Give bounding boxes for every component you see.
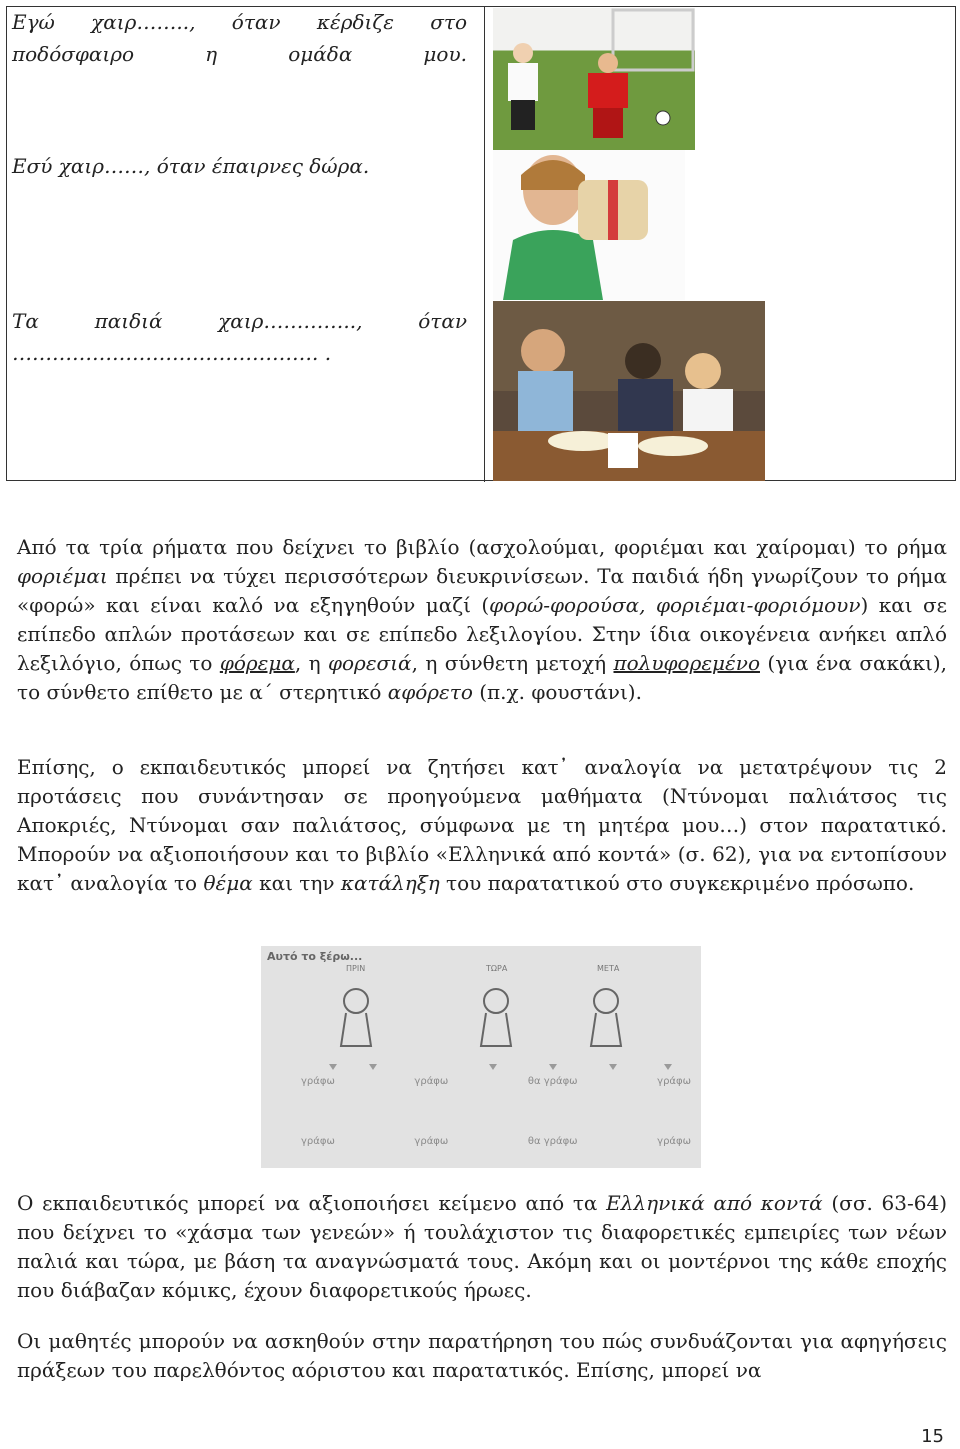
textbook-word: θα γράφω <box>527 1076 578 1087</box>
textbook-row-2 <box>301 1136 691 1147</box>
gift-photo <box>493 150 685 300</box>
table-row-1-text: Εγώ χαιρ…….., όταν κέρδιζε στο ποδόσφαιρο η ομάδα μου. <box>12 10 467 66</box>
paragraph-2 <box>17 753 947 898</box>
textbook-word: γράφω <box>657 1076 691 1087</box>
textbook-row-1 <box>301 1076 691 1087</box>
paragraph-1-italic: φόρεμα <box>219 651 295 675</box>
paragraph-3 <box>17 1189 947 1305</box>
textbook-word: γράφω <box>414 1136 449 1147</box>
paragraph-1-italic: πολυφορεμένο <box>613 651 760 675</box>
paragraph-2-italic: θέμα <box>203 871 253 895</box>
paragraph-4 <box>17 1327 947 1385</box>
textbook-word: γράφω <box>414 1076 449 1087</box>
paragraph-3-italic: Ελληνικά από κοντά <box>606 1191 823 1215</box>
paragraph-1-text: , η σύνθετη μετοχή <box>411 651 614 675</box>
soccer-photo <box>493 8 695 150</box>
paragraph-1-text: ) και σε επίπεδο απλών προτάσεων και σε επίπεδο λεξιλογίου. Στην ίδια οικογένεια ανήκει απλό λεξιλόγιο, όπως το <box>17 593 947 675</box>
table-row-3-text-a: Τα παιδιά χαιρ………….., όταν <box>12 309 467 333</box>
table-row-3-text-b: ………………………………………. . <box>12 341 332 365</box>
paragraph-2-text: Επίσης, ο εκπαιδευτικός μπορεί να ζητήσει κατ᾽ αναλογία να μετατρέψουν τις 2 προτάσεις που συνάντησαν σε προηγούμενα μαθήματα (Ντύνομαι παλιάτσος τις Αποκριές, Ντύνομαι σαν παλιάτσος, σύμφωνα με τη μητέρα μου…) στον παρατατικό. Μπορούν να αξιοποιήσουν και το βιβλίο «Ελληνικά από κοντά» (σ. 62), για να εντοπίσουν κατ᾽ αναλογία το <box>17 755 947 895</box>
paragraph-1 <box>17 533 947 707</box>
textbook-word: γράφω <box>301 1136 335 1147</box>
paragraph-1-text: πρέπει να τύχει περισσότερων διευκρινίσεων. Τα παιδιά ήδη γνωρίζουν το ρήμα «φορώ» και είναι καλό να εξηγηθούν μαζί ( <box>17 564 947 617</box>
paragraph-3-text: (σσ. 63-64) που δείχνει το «χάσμα των γενεών» ή τουλάχιστον τις διαφορετικές εμπειρίες των νέων παλιά και τώρα, με βάση τα αναγνώσματά τους. Ακόμη και οι μοντέρνοι της κάθε εποχής που διάβαζαν κόμικς, έχουν διαφορετικούς ήρωες. <box>17 1191 947 1302</box>
paragraph-1-text: (π.χ. φουστάνι). <box>472 680 642 704</box>
textbook-word: γράφω <box>657 1136 691 1147</box>
paragraph-1-italic: φορεσιά <box>328 651 412 675</box>
paragraph-2-italic: κατάληξη <box>340 871 440 895</box>
paragraph-1-italic: φοριέμαι <box>17 564 108 588</box>
textbook-word: θα γράφω <box>527 1136 578 1147</box>
paragraph-1-italic: αφόρετο <box>387 680 473 704</box>
paragraph-2-text: και την <box>252 871 341 895</box>
paragraph-1-text: , η <box>294 651 329 675</box>
table-text-column <box>7 7 485 482</box>
table-row-2-text: Εσύ χαιρ……, όταν έπαιρνες δώρα. <box>12 154 370 178</box>
paragraph-1-text: Από τα τρία ρήματα που δείχνει το βιβλίο (ασχολούμαι, φοριέμαι και χαίρομαι) το ρήμα <box>17 535 947 559</box>
paragraph-4-text: Οι μαθητές μπορούν να ασκηθούν στην παρατήρηση του πώς συνδυάζονται για αφηγήσεις πράξεων του παρελθόντος αόριστου και παρατατικός. Επίσης, μπορεί να <box>17 1329 947 1382</box>
kids-baking-photo <box>493 301 765 481</box>
page-number: 15 <box>921 1426 944 1447</box>
textbook-word: γράφω <box>301 1076 335 1087</box>
textbook-scan <box>261 946 701 1168</box>
textbook-col-1: ΠΡΙΝ <box>346 964 366 973</box>
textbook-col-2: ΤΩΡΑ <box>486 964 508 973</box>
paragraph-1-italic: φορώ-φορούσα, φοριέμαι-φοριόμουν <box>489 593 861 617</box>
paragraph-2-text: του παρατατικού στο συγκεκριμένο πρόσωπο. <box>439 871 915 895</box>
textbook-col-3: ΜΕΤΑ <box>597 964 620 973</box>
exercise-table <box>6 6 956 481</box>
textbook-title: Αυτό το ξέρω... <box>267 950 363 963</box>
paragraph-1-text: (για ένα σακάκι), το σύνθετο επίθετο με α΄ στερητικό <box>17 651 947 704</box>
paragraph-3-text: Ο εκπαιδευτικός μπορεί να αξιοποιήσει κείμενο από τα <box>17 1191 607 1215</box>
